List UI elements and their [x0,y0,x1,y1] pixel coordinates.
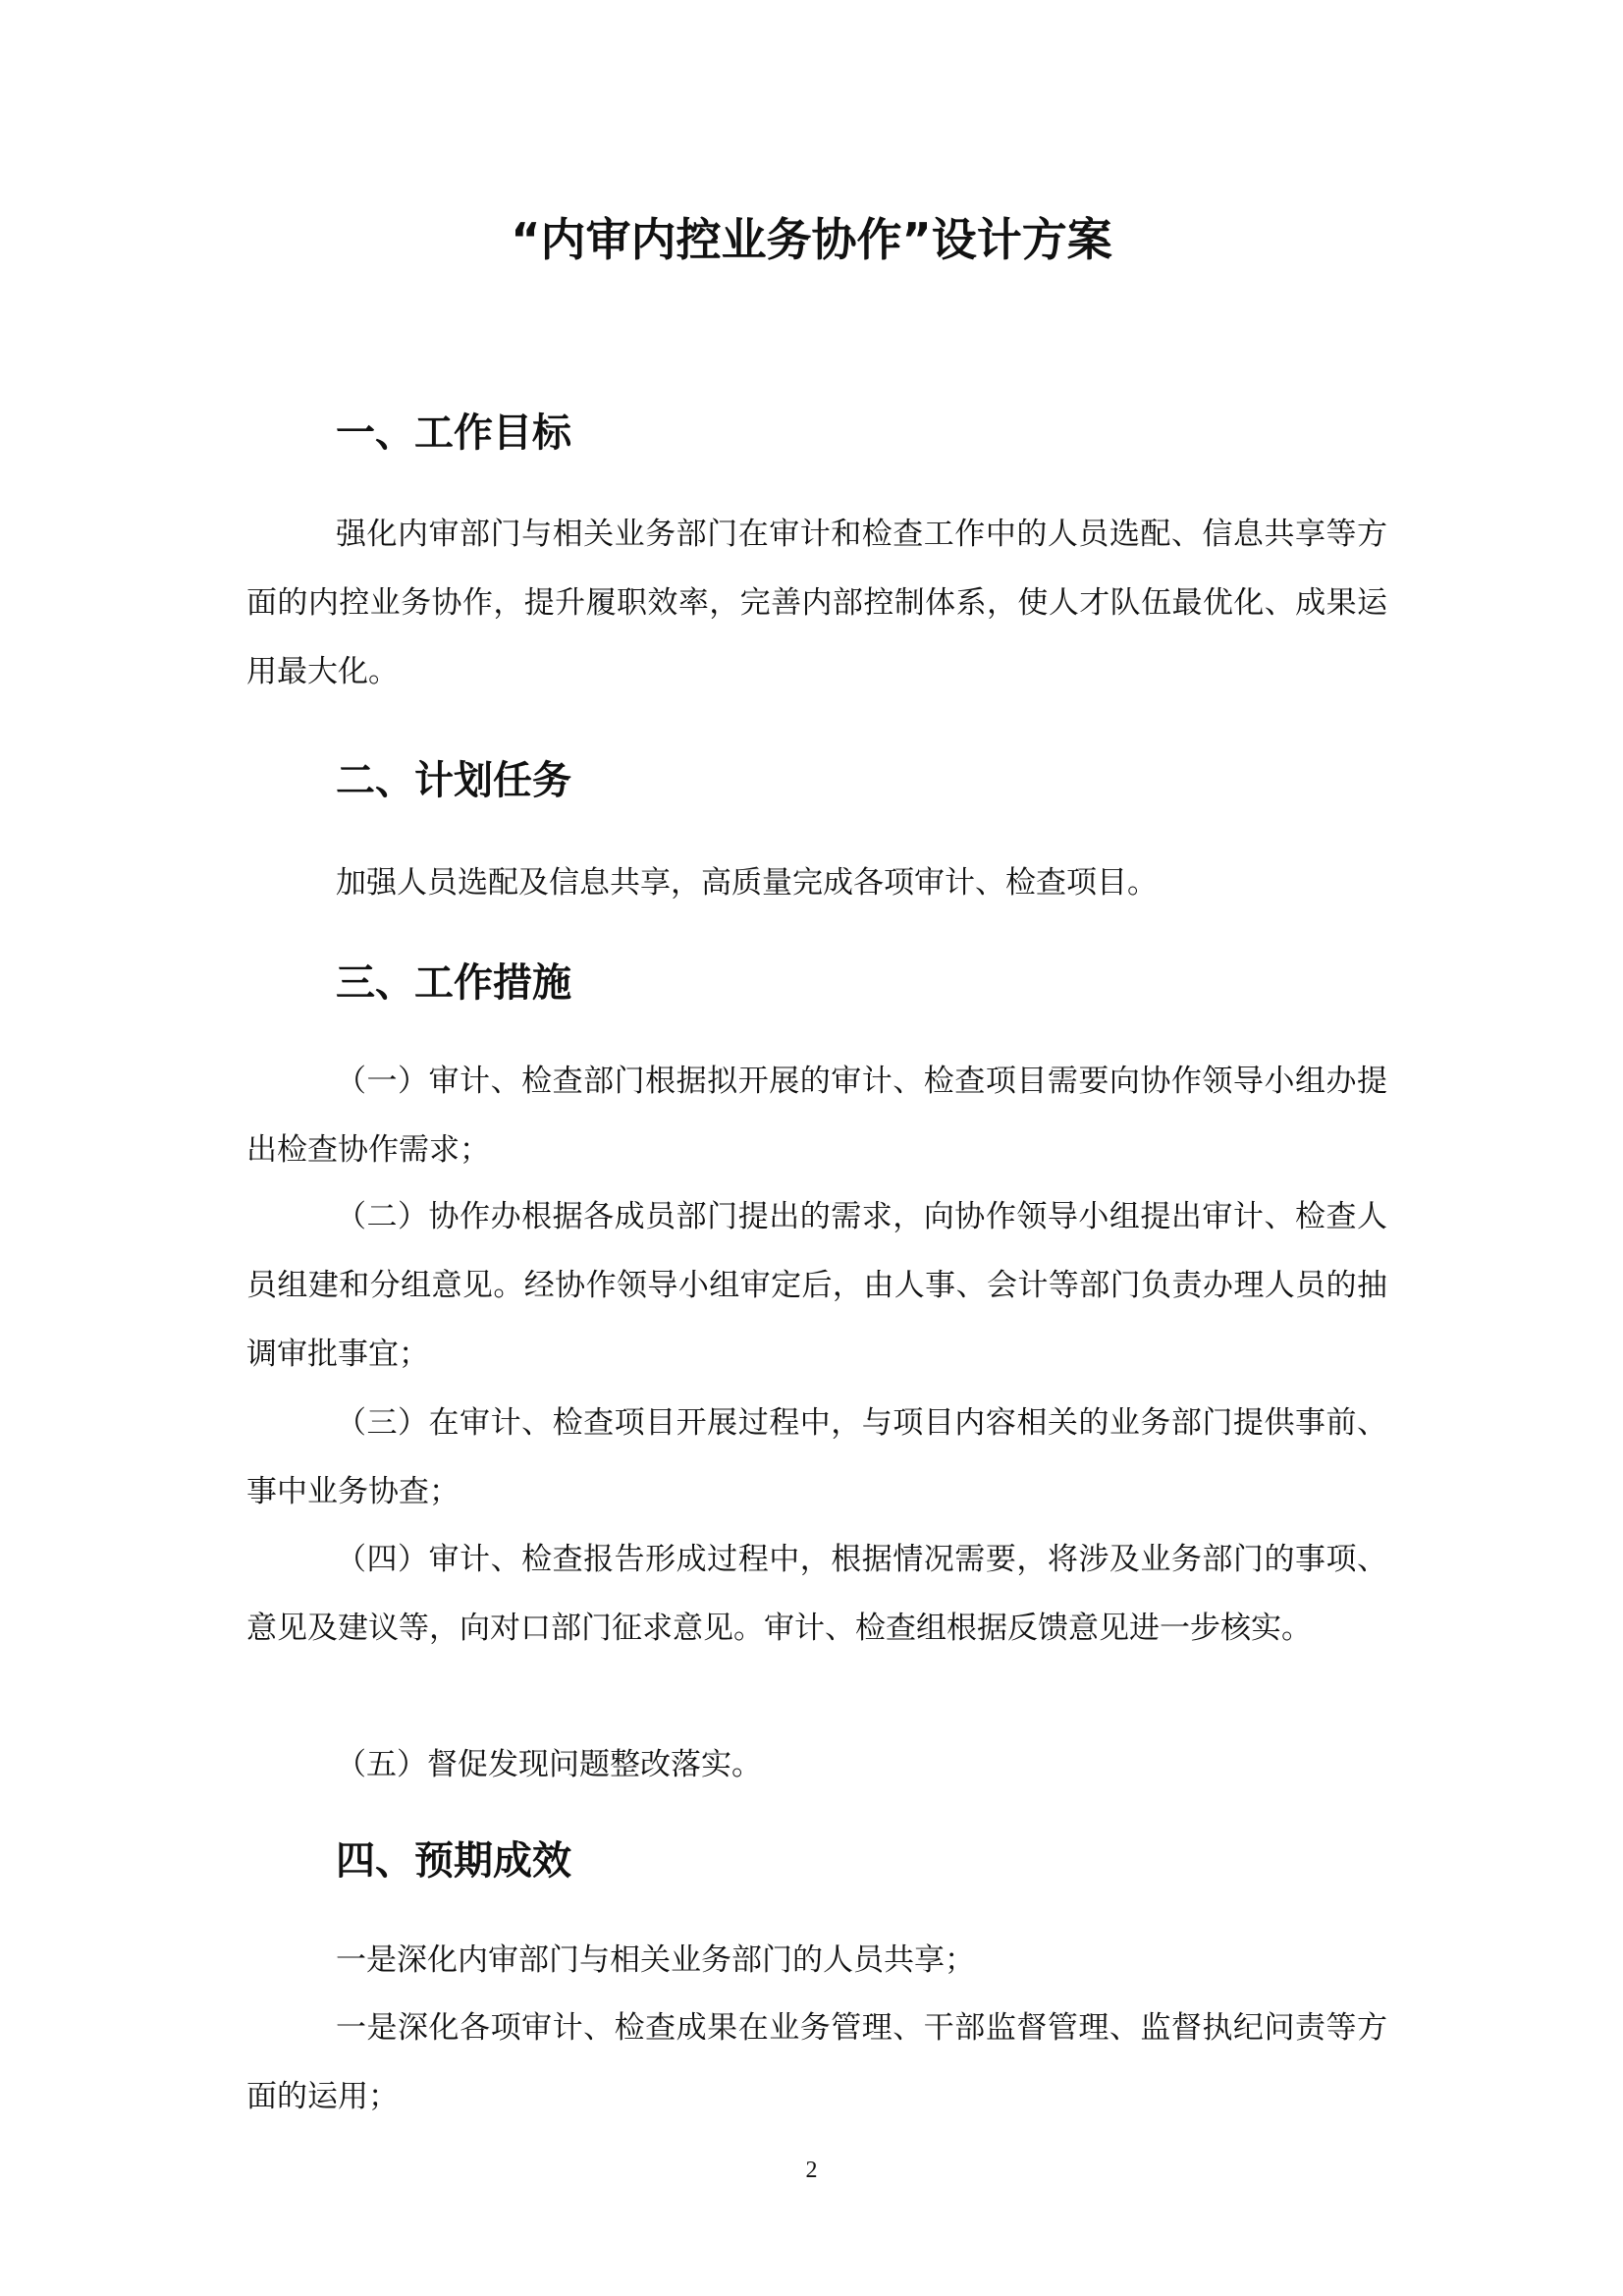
paragraph-outcome-2: 一是深化各项审计、检查成果在业务管理、干部监督管理、监督执纪问责等方面的运用； [246,2010,1387,2114]
document-title: “内审内控业务协作”设计方案 [511,213,1112,266]
section-heading-tasks: 二、计划任务 [336,758,571,803]
paragraph-measure-3: （三）在审计、检查项目开展过程中，与项目内容相关的业务部门提供事前、事中业务协查； [246,1405,1387,1509]
paragraph-measure-2: （二）协作办根据各成员部门提出的需求，向协作领导小组提出审计、检查人员组建和分组意见。经协作领导小组审定后，由人事、会计等部门负责办理人员的抽调审批事宜； [246,1199,1387,1372]
paragraph-measure-4: （四）审计、检查报告形成过程中，根据情况需要，将涉及业务部门的事项、意见及建议等，向对口部门征求意见。审计、检查组根据反馈意见进一步核实。 [246,1542,1387,1646]
paragraph-measure-5: （五）督促发现问题整改落实。 [336,1747,762,1782]
section-heading-outcomes: 四、预期成效 [336,1838,571,1884]
paragraph-measure-1: （一）审计、检查部门根据拟开展的审计、检查项目需要向协作领导小组办提出检查协作需求； [246,1064,1387,1168]
section-heading-goals: 一、工作目标 [336,410,571,456]
page-number: 2 [805,2158,818,2183]
section-heading-measures: 三、工作措施 [336,960,571,1006]
paragraph-goals: 强化内审部门与相关业务部门在审计和检查工作中的人员选配、信息共享等方面的内控业务协作，提升履职效率，完善内部控制体系，使人才队伍最优化、成果运用最大化。 [246,517,1387,689]
paragraph-outcome-1: 一是深化内审部门与相关业务部门的人员共享； [336,1942,975,1978]
paragraph-tasks: 加强人员选配及信息共享，高质量完成各项审计、检查项目。 [336,865,1158,901]
